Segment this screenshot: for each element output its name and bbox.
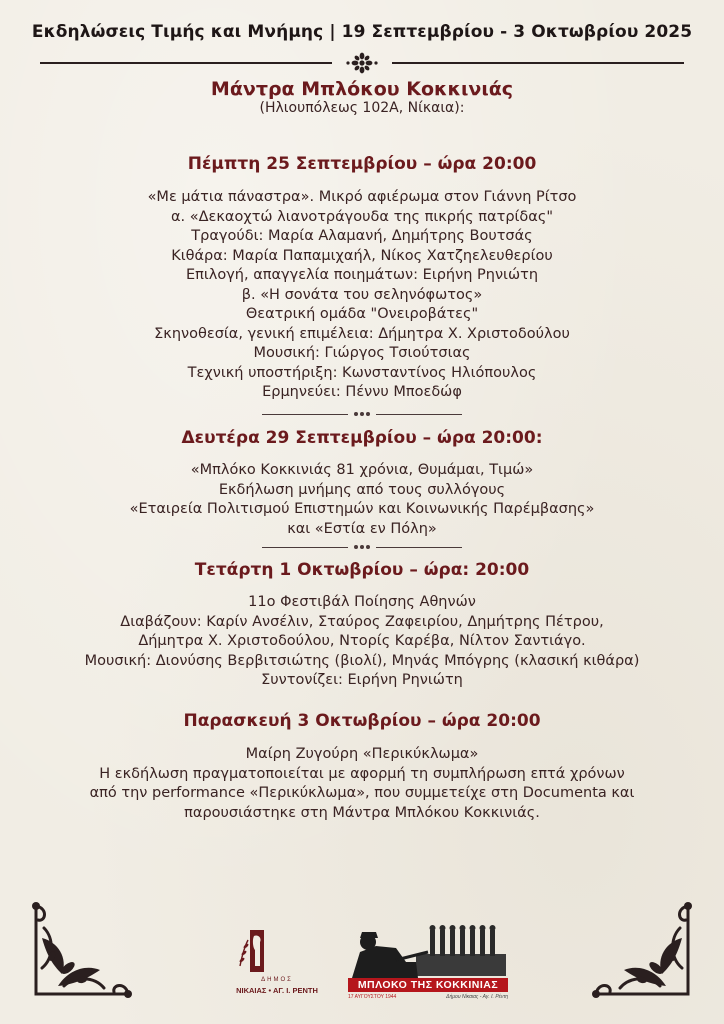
venue-address: (Ηλιουπόλεως 102Α, Νίκαια): — [259, 100, 465, 116]
blokos-caption-left: 17 ΑΥΓΟΥΣΤΟΥ 1944 — [348, 994, 397, 1000]
header-divider — [40, 52, 684, 74]
municipality-emblem-icon — [238, 926, 266, 976]
event-2-line: και «Εστία εν Πόλη» — [287, 520, 437, 537]
event-1-line: Μουσική: Γιώργος Τσιούτσιας — [253, 345, 471, 361]
event-3-line: Διαβάζουν: Καρίν Ανσέλιν, Σταύρος Ζαφειρίου, Δημήτρης Πέτρου, — [120, 613, 604, 630]
event-1-line: Θεατρική ομάδα "Ονειροβάτες" — [245, 306, 479, 322]
event-4-line: Η εκδήλωση πραγματοποιείται με αφορμή τη συμπλήρωση επτά χρόνων — [99, 765, 625, 782]
event-3-line: Μουσική: Διονύσης Βερβιτσιώτης (βιολί), Μηνάς Μπόγρης (κλασική κιθάρα) — [84, 652, 640, 669]
venue-name: Μάντρα Μπλόκου Κοκκινιάς — [210, 78, 514, 100]
divider-line-right — [392, 62, 684, 64]
event-2-line: Εκδήλωση μνήμης από τους συλλόγους — [218, 481, 506, 498]
event-4-details — [0, 745, 724, 823]
event-3-line: Δήμητρα Χ. Χριστοδούλου, Ντορίς Καρέβα, Νίλτον Σαντιάγο. — [138, 633, 586, 649]
event-1-line: Σκηνοθεσία, γενική επιμέλεια: Δήμητρα Χ. Χριστοδούλου — [154, 325, 570, 342]
event-2-line: «Μπλόκο Κοκκινιάς 81 χρόνια, Θυμάμαι, Τιμώ» — [190, 462, 534, 478]
event-1-title: Πέμπτη 25 Σεπτεμβρίου – ώρα 20:00 — [187, 154, 537, 174]
event-1-line: «Με μάτια πάναστρα». Μικρό αφιέρωμα στον Γιάννη Ρίτσο — [147, 189, 577, 205]
event-4-line: Μαίρη Ζυγούρη «Περικύκλωμα» — [245, 746, 479, 762]
section-separator — [262, 544, 462, 552]
divider-line-left — [40, 62, 332, 64]
event-1-line: Επιλογή, απαγγελία ποιημάτων: Ειρήνη Ρηνιώτη — [185, 267, 539, 283]
ornament-flower-icon — [344, 52, 380, 74]
event-3-line: 11ο Φεστιβάλ Ποίησης Αθηνών — [248, 594, 476, 610]
event-3-title: Τετάρτη 1 Οκτωβρίου – ώρα: 20:00 — [194, 560, 530, 580]
event-1-line: β. «Η σονάτα του σεληνόφωτος» — [241, 286, 483, 303]
event-1-line: Τεχνική υποστήριξη: Κωνσταντίνος Ηλιόπουλος — [187, 364, 537, 381]
event-4-line: παρουσιάστηκε στη Μάντρα Μπλόκου Κοκκινιάς. — [184, 804, 540, 821]
event-3-details — [0, 593, 724, 691]
event-1-line: Κιθάρα: Μαρία Παπαμιχαήλ, Νίκος Χατζηελευθερίου — [171, 247, 553, 264]
event-4-title: Παρασκευή 3 Οκτωβρίου – ώρα 20:00 — [183, 711, 541, 731]
municipality-label-top: ΔΗΜΟΣ — [261, 977, 293, 983]
event-1-line: Ερμηνεύει: Πέννυ Μποεδώφ — [262, 384, 462, 400]
event-2-line: «Εταιρεία Πολιτισμού Επιστημών και Κοινωνικής Παρέμβασης» — [129, 501, 595, 517]
municipality-label-bottom: ΝΙΚΑΙΑΣ • ΑΓ. Ι. ΡΕΝΤΗ — [236, 986, 318, 995]
event-2-title: Δευτέρα 29 Σεπτεμβρίου – ώρα 20:00: — [181, 428, 543, 448]
event-1-details — [0, 188, 724, 403]
blokos-caption-right: Δήμου Νίκαιας - Αγ. Ι. Ρέντη — [446, 994, 508, 1000]
corner-ornament-left-icon — [28, 898, 138, 1002]
blokos-title: ΜΠΛΟΚΟ ΤΗΣ ΚΟΚΚΙΝΙΑΣ — [348, 978, 508, 992]
event-1-line: Τραγούδι: Μαρία Αλαμανή, Δημήτρης Βουτσάς — [191, 228, 533, 244]
event-4-line: από την performance «Περικύκλωμα», που συμμετείχε στη Documenta και — [89, 785, 635, 801]
event-2-details — [0, 461, 724, 539]
municipality-logo — [232, 926, 322, 1006]
corner-ornament-right-icon — [586, 898, 696, 1002]
event-1-line: α. «Δεκαοχτώ λιανοτράγουδα της πικρής πατρίδας" — [170, 208, 554, 225]
poster-header: Εκδηλώσεις Τιμής και Μνήμης | 19 Σεπτεμβρίου - 3 Οκτωβρίου 2025 — [31, 22, 693, 42]
event-3-line: Συντονίζει: Ειρήνη Ρηνιώτη — [261, 672, 463, 688]
blokos-logo — [346, 922, 510, 1008]
executed-resistance-fighters-icon — [346, 922, 510, 978]
section-separator — [262, 411, 462, 419]
